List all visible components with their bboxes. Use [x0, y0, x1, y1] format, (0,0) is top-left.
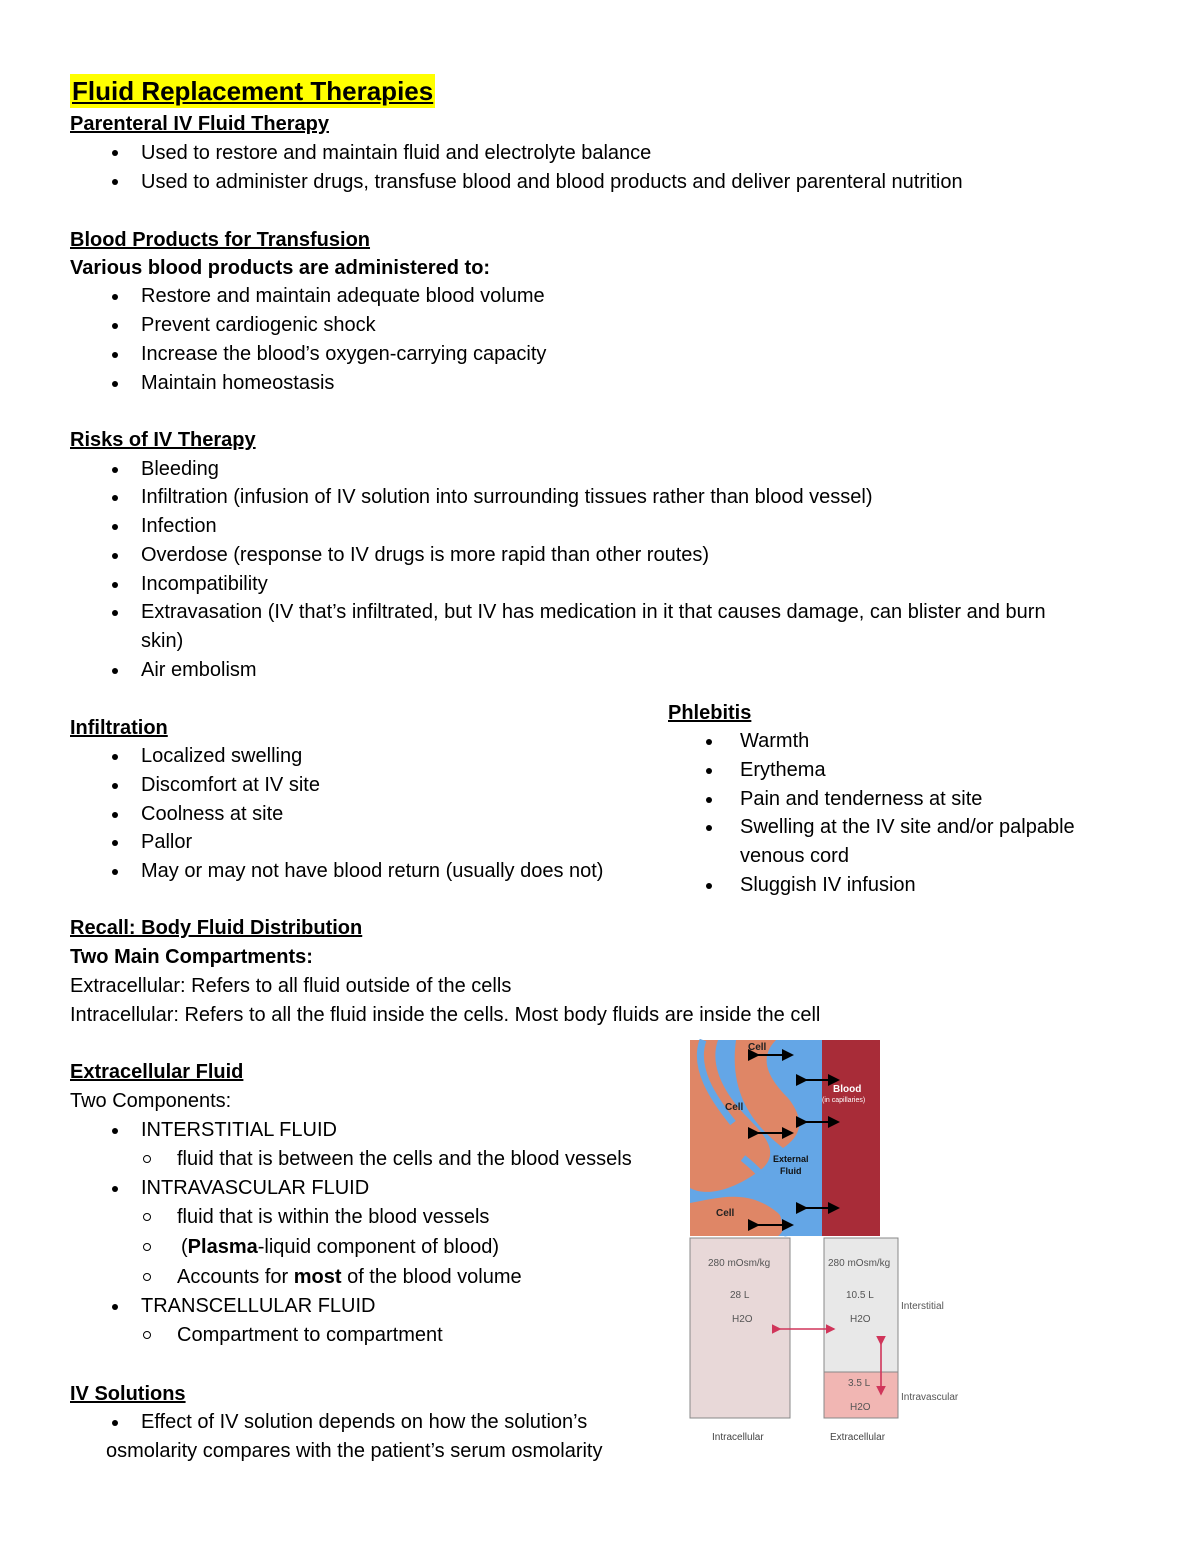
list-item-continuation: osmolarity compares with the patient’s serum osmolarity — [106, 1440, 603, 1462]
recall-intracellular: Intracellular: Refers to all the fluid inside the cells. Most body fluids are inside the cell — [70, 1004, 821, 1026]
bullet — [112, 668, 118, 674]
list-item: Localized swelling — [141, 745, 303, 767]
bullet — [112, 467, 118, 473]
bullet — [112, 1128, 118, 1134]
intracellular-bottom-label: Intracellular — [712, 1432, 764, 1443]
list-item: INTRAVASCULAR FLUID — [141, 1177, 370, 1199]
list-item-continuation: venous cord — [740, 845, 849, 867]
list-item: Erythema — [740, 759, 826, 781]
list-item: May or may not have blood return (usually does not) — [141, 860, 604, 882]
sub-bullet — [143, 1243, 151, 1251]
recall-subheading: Two Main Compartments: — [70, 946, 313, 968]
blood-products-heading: Blood Products for Transfusion — [70, 229, 371, 251]
bullet — [112, 150, 118, 156]
list-item-continuation: skin) — [141, 630, 184, 652]
bullet — [706, 739, 712, 745]
list-item: Pain and tenderness at site — [740, 788, 983, 810]
list-item: Coolness at site — [141, 803, 284, 825]
bullet — [112, 754, 118, 760]
recall-extracellular: Extracellular: Refers to all fluid outside of the cells — [70, 975, 512, 997]
list-item: Swelling at the IV site and/or palpable — [740, 816, 1075, 838]
list-item: Infiltration (infusion of IV solution into surrounding tissues rather than blood vessel) — [141, 486, 873, 508]
volume-post: of the blood volume — [341, 1266, 522, 1288]
sub-list-item: fluid that is within the blood vessels — [177, 1206, 490, 1228]
extra-osm-label: 280 mOsm/kg — [828, 1258, 891, 1269]
blood-vessel-region — [822, 1040, 880, 1236]
volume-most: most — [293, 1266, 342, 1288]
page-title: Fluid Replacement Therapies — [72, 76, 434, 106]
cell-label-mid: Cell — [725, 1102, 744, 1113]
extracellular-bottom-label: Extracellular — [830, 1432, 886, 1443]
list-item: Prevent cardiogenic shock — [141, 314, 376, 336]
extra-h2o-label: H2O — [850, 1314, 871, 1325]
bullet — [112, 610, 118, 616]
list-item: Maintain homeostasis — [141, 372, 335, 394]
recall-heading: Recall: Body Fluid Distribution — [70, 917, 363, 939]
list-item: Restore and maintain adequate blood volume — [141, 285, 545, 307]
bullet — [112, 783, 118, 789]
parenteral-heading: Parenteral IV Fluid Therapy — [70, 113, 329, 135]
list-item: Used to administer drugs, transfuse blood and blood products and deliver parenteral nutrition — [141, 171, 963, 193]
bullet — [112, 1186, 118, 1192]
bullet — [112, 1420, 118, 1426]
blood-sublabel: (in capillaries) — [822, 1097, 866, 1104]
list-item: Increase the blood’s oxygen-carrying capacity — [141, 343, 547, 365]
intravascular-side-label: Intravascular — [901, 1392, 959, 1403]
ecf-intro: Two Components: — [70, 1090, 232, 1112]
sub-list-item — [177, 1263, 522, 1292]
bullet — [112, 553, 118, 559]
plasma-vol-label: 3.5 L — [848, 1378, 871, 1389]
ecf-heading: Extracellular Fluid — [70, 1061, 244, 1083]
list-item: Sluggish IV infusion — [740, 874, 916, 896]
bullet — [112, 524, 118, 530]
bullet — [112, 352, 118, 358]
sub-bullet — [143, 1155, 151, 1163]
list-item: Used to restore and maintain fluid and electrolyte balance — [141, 142, 652, 164]
extra-vol-label: 10.5 L — [846, 1290, 874, 1301]
list-item: Extravasation (IV that’s infiltrated, but IV has medication in it that causes damage, can blister and burn — [141, 601, 1046, 623]
fluid-compartments-figure — [688, 1038, 968, 1450]
plasma-definition: -liquid component of blood) — [257, 1236, 499, 1258]
external-fluid-label-2: Fluid — [780, 1166, 802, 1176]
list-item: Incompatibility — [141, 573, 268, 595]
bullet — [112, 179, 118, 185]
cell-label-bottom: Cell — [716, 1208, 735, 1219]
bullet — [112, 323, 118, 329]
sub-bullet — [143, 1213, 151, 1221]
sub-list-item: fluid that is between the cells and the blood vessels — [177, 1148, 632, 1170]
bullet — [112, 812, 118, 818]
bullet — [706, 883, 712, 889]
list-item: Warmth — [740, 730, 810, 752]
list-item: Overdose (response to IV drugs is more rapid than other routes) — [141, 544, 710, 566]
bullet — [706, 797, 712, 803]
blood-products-intro: Various blood products are administered to: — [70, 257, 491, 279]
bullet — [112, 1304, 118, 1310]
intra-h2o-label: H2O — [732, 1314, 753, 1325]
list-item: Effect of IV solution depends on how the solution’s — [141, 1411, 588, 1433]
external-fluid-label-1: External — [773, 1154, 809, 1164]
list-item: Infection — [141, 515, 217, 537]
bullet — [112, 294, 118, 300]
bullet — [112, 381, 118, 387]
phlebitis-heading: Phlebitis — [668, 702, 752, 724]
bullet — [706, 768, 712, 774]
cell-label-top: Cell — [748, 1042, 767, 1053]
blood-label: Blood — [833, 1084, 862, 1095]
volume-pre: Accounts for — [177, 1266, 294, 1288]
list-item: INTERSTITIAL FLUID — [141, 1119, 337, 1141]
bullet — [112, 869, 118, 875]
risks-heading: Risks of IV Therapy — [70, 429, 256, 451]
sub-list-item — [181, 1233, 499, 1262]
list-item: Pallor — [141, 831, 193, 853]
plasma-h2o-label: H2O — [850, 1402, 871, 1413]
bullet — [706, 825, 712, 831]
infiltration-heading: Infiltration — [70, 717, 168, 739]
bullet — [112, 582, 118, 588]
list-item: TRANSCELLULAR FLUID — [141, 1295, 376, 1317]
list-item: Bleeding — [141, 458, 219, 480]
sub-bullet — [143, 1331, 151, 1339]
iv-solutions-heading: IV Solutions — [70, 1383, 186, 1405]
plasma-term: Plasma — [187, 1236, 258, 1258]
list-item: Air embolism — [141, 659, 257, 681]
bullet — [112, 495, 118, 501]
sub-bullet — [143, 1273, 151, 1281]
plasma-open-paren: ( — [181, 1236, 188, 1258]
intra-vol-label: 28 L — [730, 1290, 750, 1301]
intra-osm-label: 280 mOsm/kg — [708, 1258, 771, 1269]
list-item: Discomfort at IV site — [141, 774, 320, 796]
interstitial-side-label: Interstitial — [901, 1301, 944, 1312]
sub-list-item: Compartment to compartment — [177, 1324, 443, 1346]
bullet — [112, 840, 118, 846]
